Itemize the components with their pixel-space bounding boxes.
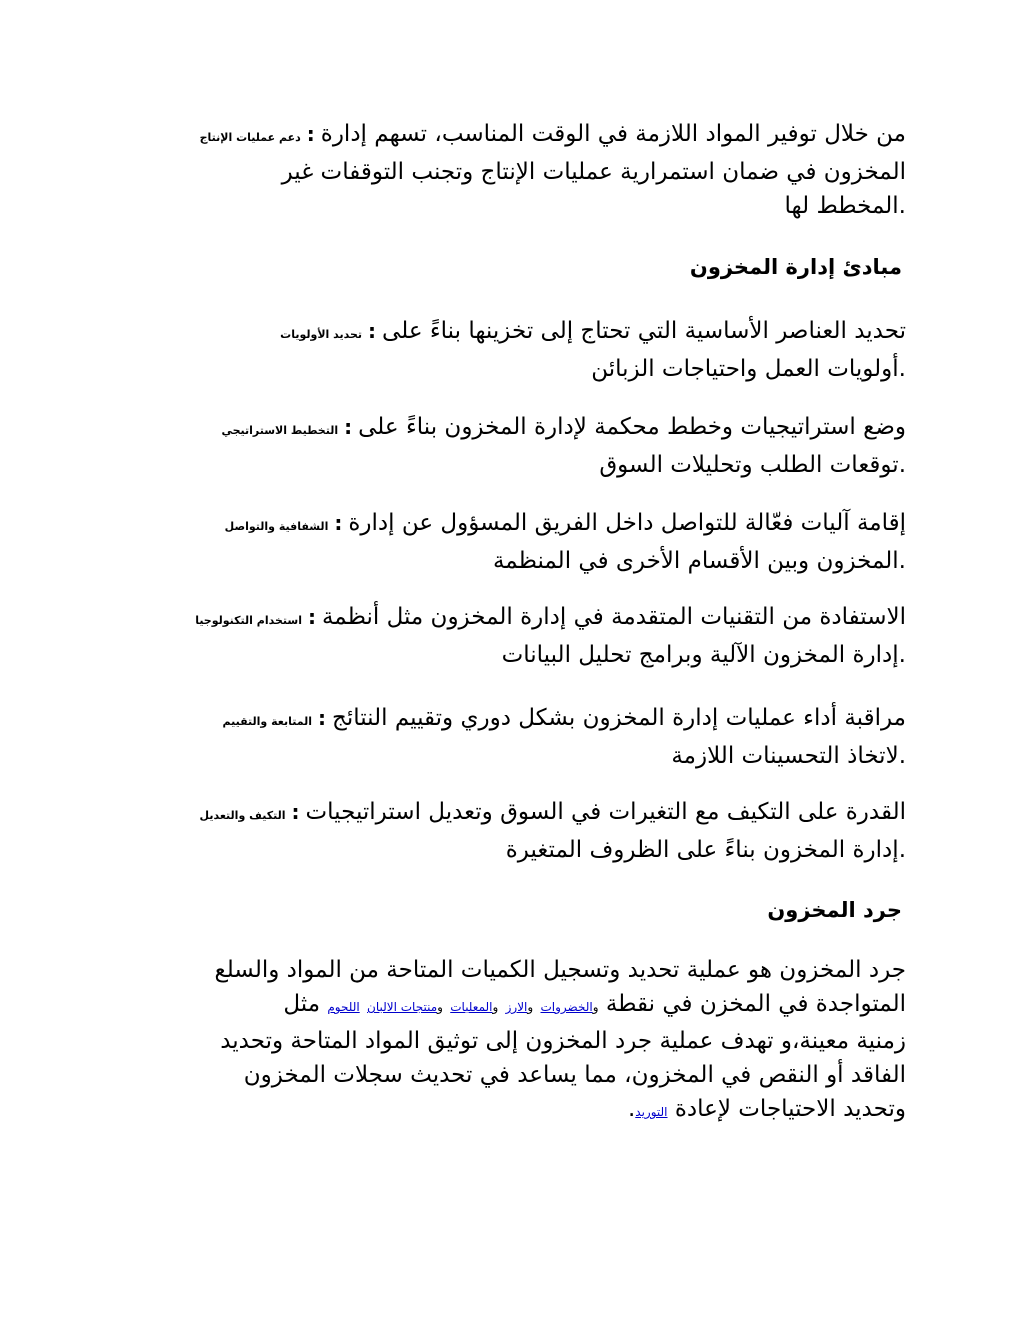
principle-tag: التخطيط الاستراتيجي <box>221 424 339 437</box>
stocktake-text: وتحديد الاحتياجات لإعادة <box>674 1096 906 1122</box>
principle-tag: تحديد الأولويات <box>280 328 363 341</box>
colon: : <box>317 706 326 730</box>
principle-text: إقامة آليات فعّالة للتواصل داخل الفريق المسؤول عن إدارة <box>348 510 906 536</box>
colon: : <box>306 122 315 146</box>
principle-line-2: .إدارة المخزون الآلية وبرامج تحليل البيانات <box>501 642 906 668</box>
principle-line-1 <box>126 506 906 544</box>
stocktake-line-3: زمنية معينة،و تهدف عملية جرد المخزون إلى توثيق المواد المتاحة وتحديد <box>220 1028 906 1054</box>
principle-item <box>126 506 906 578</box>
link-meat[interactable]: اللحوم <box>327 1000 360 1014</box>
principle-text: القدرة على التكيف مع التغيرات في السوق وتعديل استراتيجيات <box>305 799 906 825</box>
intro-line-1 <box>126 117 906 155</box>
stocktake-paragraph <box>126 953 906 1129</box>
principle-line-1 <box>126 795 906 833</box>
link-dairy-products[interactable]: منتجات الالبان <box>367 1000 438 1014</box>
principle-line-1 <box>126 701 906 739</box>
stocktake-line-5 <box>126 1092 906 1129</box>
principle-line-2: .لاتخاذ التحسينات اللازمة <box>671 743 906 769</box>
stocktake-heading: جرد المخزون <box>767 898 902 922</box>
principle-line-2: .أولويات العمل واحتياجات الزبائن <box>591 356 906 382</box>
intro-text-1: من خلال توفير المواد اللازمة في الوقت المناسب، تسهم إدارة <box>320 121 906 147</box>
link-supply[interactable]: التوريد <box>635 1105 668 1119</box>
colon: : <box>344 415 353 439</box>
colon: : <box>368 319 377 343</box>
principle-item <box>126 600 906 672</box>
principle-tag: المتابعة والتقييم <box>222 715 312 728</box>
principle-item <box>126 314 906 386</box>
principle-tag: استخدام التكنولوجيا <box>195 614 302 627</box>
principle-text: تحديد العناصر الأساسية التي تحتاج إلى تخزينها بناءً على <box>382 318 906 344</box>
link-canned-goods[interactable]: المعلبات <box>450 1000 493 1014</box>
conjunction: و <box>527 1000 534 1014</box>
principle-line-1 <box>126 410 906 448</box>
intro-tag: دعم عمليات الإنتاج <box>199 131 301 144</box>
stocktake-line-2 <box>126 987 906 1024</box>
principle-tag: التكيف والتعديل <box>199 809 286 822</box>
principle-text: وضع استراتيجيات وخطط محكمة لإدارة المخزون بناءً على <box>358 414 906 440</box>
principle-tag: الشفافية والتواصل <box>224 520 329 533</box>
intro-line-3: .المخطط لها <box>784 193 906 219</box>
principle-item <box>126 795 906 867</box>
principle-line-1 <box>126 314 906 352</box>
intro-paragraph <box>126 117 906 223</box>
principle-text: الاستفادة من التقنيات المتقدمة في إدارة المخزون مثل أنظمة <box>321 604 906 630</box>
link-rice[interactable]: الارز <box>505 1000 528 1014</box>
stocktake-text: مثل <box>283 991 321 1017</box>
principle-line-2: .توقعات الطلب وتحليلات السوق <box>599 452 906 478</box>
colon: : <box>334 511 343 535</box>
stocktake-line-4: الفاقد أو النقص في المخزون، مما يساعد في تحديث سجلات المخزون <box>243 1062 906 1088</box>
stocktake-line-1: جرد المخزون هو عملية تحديد وتسجيل الكميات المتاحة من المواد والسلع <box>214 957 906 983</box>
principle-line-2: .إدارة المخزون بناءً على الظروف المتغيرة <box>505 837 906 863</box>
principles-heading: مبادئ إدارة المخزون <box>689 255 902 279</box>
stocktake-text: المتواجدة في المخزن في نقطة <box>605 991 906 1017</box>
colon: : <box>307 605 316 629</box>
principle-item <box>126 410 906 482</box>
principle-line-2: .المخزون وبين الأقسام الأخرى في المنظمة <box>492 548 906 574</box>
principle-text: مراقبة أداء عمليات إدارة المخزون بشكل دوري وتقييم النتائج <box>331 705 906 731</box>
intro-line-2: المخزون في ضمان استمرارية عمليات الإنتاج وتجنب التوقفات غير <box>281 159 906 185</box>
link-vegetables[interactable]: الخضروات <box>540 1000 593 1014</box>
conjunction: و <box>492 1000 499 1014</box>
principle-line-1 <box>126 600 906 638</box>
conjunction: و <box>437 1000 443 1014</box>
colon: : <box>291 800 300 824</box>
conjunction: و <box>592 1000 599 1014</box>
period: . <box>627 1096 636 1122</box>
principle-item <box>126 701 906 773</box>
